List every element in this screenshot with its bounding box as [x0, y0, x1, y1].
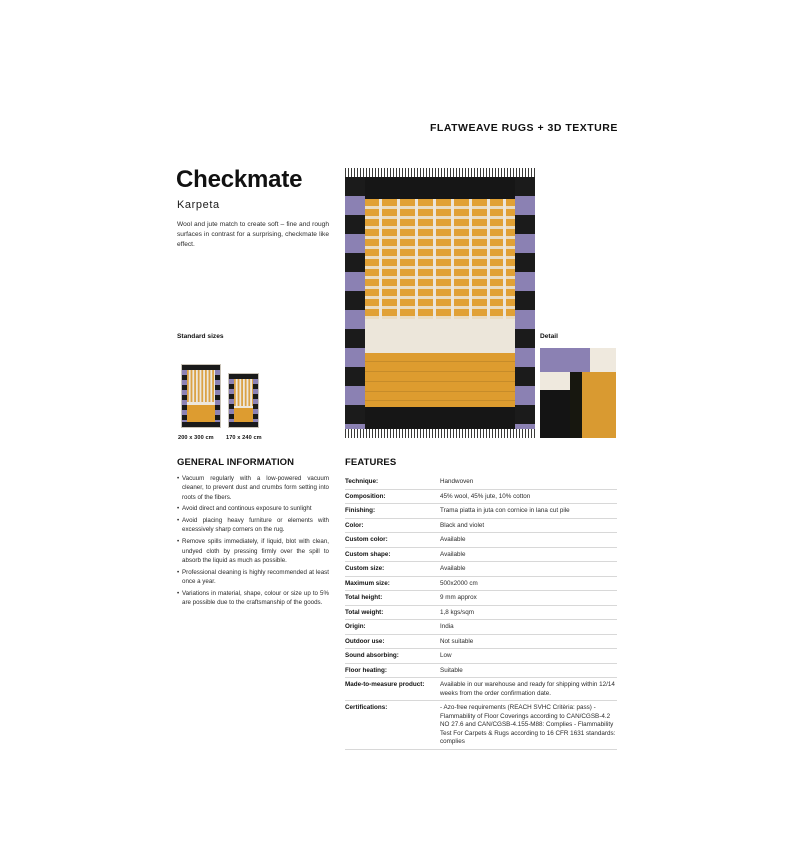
feature-value: India	[440, 623, 454, 630]
feature-key: Sound absorbing:	[345, 652, 399, 659]
feature-key: Made-to-measure product:	[345, 681, 425, 688]
feature-key: Custom shape:	[345, 550, 391, 558]
feature-value: 500x2000 cm	[440, 579, 478, 587]
general-information-list	[177, 474, 329, 610]
table-row	[345, 678, 617, 701]
feature-value: Handwoven	[440, 478, 474, 485]
table-row	[345, 649, 617, 664]
feature-value: Available	[440, 565, 466, 572]
section-heading-general-information: GENERAL INFORMATION	[177, 457, 295, 468]
feature-value: - Azo-free requirements (REACH SVHC Critèria: pass) - Flammability of Floor Coverings according to CAN/CGSB-4.2 NO 27.6 and CAN/CGSB-4.155-M88: Complies - Flammability Test For Carpets & Rugs according to 16 CFR 1631 standards: complies	[440, 704, 616, 745]
mini-stripe-right	[253, 374, 258, 427]
detail-block-cream-right	[590, 348, 616, 372]
feature-key: Composition:	[345, 492, 386, 500]
table-row	[345, 577, 617, 592]
rug-fringe-bottom	[345, 429, 535, 438]
table-row	[345, 519, 617, 534]
feature-value: 1,8 kgs/sqm	[440, 608, 474, 616]
mini-stripe-left	[182, 365, 187, 427]
table-row	[345, 475, 617, 490]
table-row	[345, 504, 617, 519]
feature-value: Not suitable	[440, 637, 474, 645]
list-item: • Professional cleaning is highly recommended at least once a year.	[177, 568, 329, 587]
feature-key: Finishing:	[345, 507, 376, 514]
page-title: Checkmate	[176, 166, 303, 193]
feature-value: Available in our warehouse and ready for shipping within 12/14 weeks from the order confirmation date.	[440, 681, 615, 697]
standard-sizes-label: Standard sizes	[177, 333, 224, 340]
rug-stripe-column-left	[345, 177, 365, 429]
size-swatch-large	[181, 364, 221, 428]
mini-border-bottom	[229, 422, 258, 427]
rug-center-field	[365, 199, 515, 407]
brand-name: Karpeta	[177, 199, 220, 211]
feature-value: Available	[440, 536, 466, 543]
feature-value: Low	[440, 652, 452, 659]
feature-key: Color:	[345, 521, 364, 529]
mini-dash-pattern	[187, 370, 215, 402]
size-caption-large: 200 x 300 cm	[178, 435, 214, 441]
table-row	[345, 620, 617, 635]
product-image-main	[345, 168, 535, 438]
section-heading-features: FEATURES	[345, 457, 397, 468]
mini-field	[187, 370, 215, 422]
feature-key: Total height:	[345, 594, 383, 601]
feature-key: Certifications:	[345, 704, 388, 711]
product-image-detail	[540, 348, 616, 438]
size-swatch-large-art	[182, 365, 220, 427]
rug-gold-band	[365, 353, 515, 407]
feature-key: Origin:	[345, 623, 366, 630]
table-row	[345, 533, 617, 548]
feature-value: Available	[440, 550, 466, 558]
feature-key: Custom color:	[345, 536, 388, 543]
detail-stripe-dark	[570, 372, 582, 438]
rug-stripe-column-right	[515, 177, 535, 429]
feature-value: Black and violet	[440, 521, 485, 529]
table-row	[345, 562, 617, 577]
product-description: Wool and jute match to create soft – fine and rough surfaces in contrast for a surprising, checkmate like effect.	[177, 221, 329, 248]
table-row	[345, 701, 617, 750]
mini-border-top	[229, 374, 258, 379]
mini-border-bottom	[182, 422, 220, 427]
table-row	[345, 635, 617, 650]
feature-key: Floor heating:	[345, 666, 387, 674]
size-caption-small: 170 x 240 cm	[226, 435, 262, 441]
feature-value: 9 mm approx	[440, 594, 477, 601]
collection-header: FLATWEAVE RUGS + 3D TEXTURE	[430, 122, 618, 134]
feature-key: Technique:	[345, 478, 379, 485]
table-row	[345, 548, 617, 563]
list-item: • Remove spills immediately, if liquid, blot with clean, undyed cloth by pressing firmly over the spill to absorb the liquid as much as possible.	[177, 537, 329, 565]
size-swatch-small-art	[229, 374, 258, 427]
feature-key: Outdoor use:	[345, 637, 385, 645]
feature-key: Total weight:	[345, 608, 384, 616]
rug-body	[345, 177, 535, 429]
mini-gold-band	[187, 405, 215, 422]
mini-gold-band	[234, 408, 253, 422]
feature-key: Maximum size:	[345, 579, 390, 587]
rug-fringe-top	[345, 168, 535, 177]
rug-dash-rows	[365, 199, 515, 319]
feature-value: Trama piatta in juta con cornice in lana cut pile	[440, 507, 570, 514]
size-swatch-small	[228, 373, 259, 428]
feature-value: Suitable	[440, 666, 463, 674]
table-row	[345, 591, 617, 606]
mini-stripe-left	[229, 374, 234, 427]
mini-border-top	[182, 365, 220, 370]
list-item: • Variations in material, shape, colour or size up to 5% are possible due to the craftsmanship of the goods.	[177, 589, 329, 608]
table-row	[345, 606, 617, 621]
table-row	[345, 664, 617, 679]
mini-stripe-right	[215, 365, 220, 427]
feature-key: Custom size:	[345, 565, 385, 572]
list-item: • Avoid placing heavy furniture or elements with excessively sharp corners on the rug.	[177, 516, 329, 535]
table-row	[345, 490, 617, 505]
feature-value: 45% wool, 45% jute, 10% cotton	[440, 492, 531, 500]
detail-label: Detail	[540, 333, 558, 340]
detail-block-gold	[582, 372, 616, 438]
list-item: • Vacuum regularly with a low-powered vacuum cleaner, to prevent dust and crumbs form setting into roots of the fibers.	[177, 474, 329, 502]
features-table	[345, 475, 617, 750]
mini-dash-pattern	[234, 379, 253, 406]
list-item: • Avoid direct and continous exposure to sunlight	[177, 504, 329, 513]
mini-field	[234, 379, 253, 422]
